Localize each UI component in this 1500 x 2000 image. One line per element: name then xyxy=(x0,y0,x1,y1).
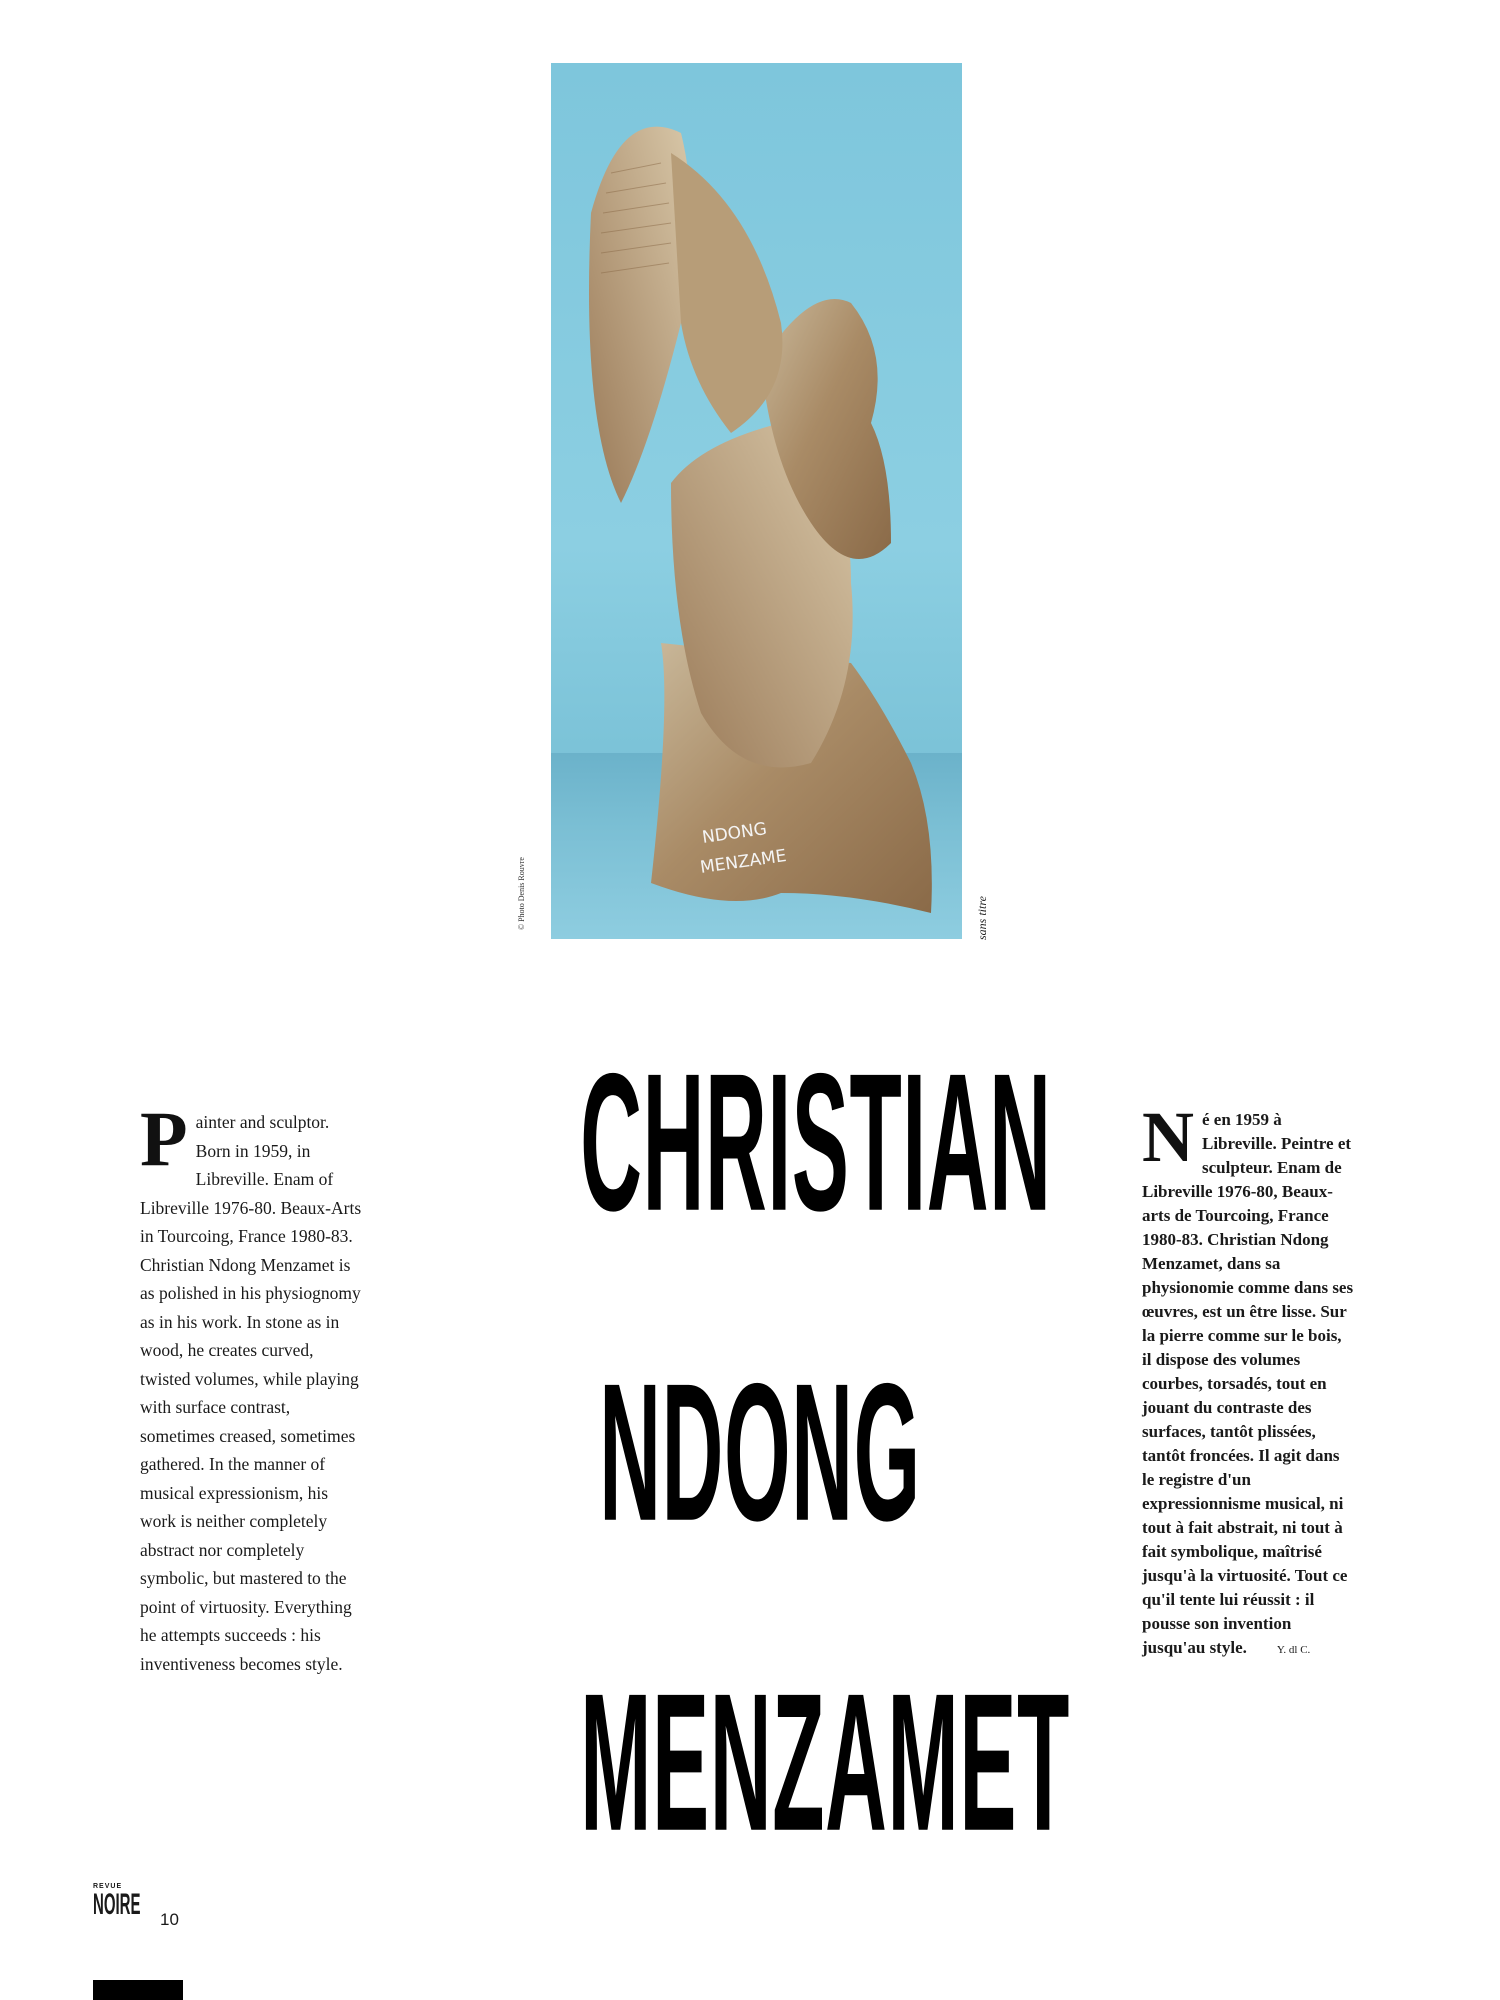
photo-caption: sans titre xyxy=(975,896,989,940)
masthead-revue: REVUE xyxy=(93,1883,123,1890)
english-bio-text: ainter and sculptor. Born in 1959, in Libreville. Enam of Libreville 1976-80. Beaux-Arts in Tourcoing, France 1980-83. Christian Ndong Menzamet is as polished in his physiognomy as in his work. In stone as in wood, he creates curved, twisted volumes, while playing with surface contrast, sometimes creased, sometimes gathered. In the manner of musical expressionism, his work is neither completely abstract nor completely symbolic, but mastered to the point of virtuosity. Everything he attempts succeeds : his inventiveness becomes style. xyxy=(140,1112,362,1674)
sculpture-signature: NDONG xyxy=(700,819,769,848)
title-line-2: NDONG xyxy=(599,1343,921,1563)
english-bio xyxy=(140,1095,362,1678)
author-signature: Y. dl C. xyxy=(1276,1644,1311,1656)
french-bio xyxy=(1142,1097,1354,1662)
masthead-noire: NOIRE xyxy=(93,1888,141,1921)
footer-bar xyxy=(93,1980,183,2000)
french-bio-text: é en 1959 à Libreville. Peintre et sculpteur. Enam de Libreville 1976-80, Beaux-arts de Tourcoing, France 1980-83. Christian Ndong Menzamet, dans sa physionomie comme dans ses œuvres, est un être lisse. Sur la pierre comme sur le bois, il dispose des volumes courbes, torsadés, tout en jouant du contraste des surfaces, tantôt plissées, tantôt froncées. Il agit dans le registre d'un expressionnisme musical, ni tout à fait abstrait, ni tout à fait symbolique, maîtrisé jusqu'à la virtuosité. Tout ce qu'il tente lui réussit : il pousse son invention jusqu'au style. xyxy=(1142,1110,1354,1657)
sculpture-photo xyxy=(551,63,962,939)
english-dropcap: P xyxy=(140,1095,188,1182)
french-dropcap: N xyxy=(1142,1097,1194,1177)
sculpture-signature-2: MENZAME xyxy=(698,846,788,878)
title-line-1: CHRISTIAN xyxy=(580,1033,1052,1253)
page-number: 10 xyxy=(160,1910,179,1929)
sculpture-illustration xyxy=(551,63,962,939)
photo-credit: © Photo Denis Rouvre xyxy=(517,857,526,930)
title-line-3: MENZAMET xyxy=(580,1653,1070,1873)
